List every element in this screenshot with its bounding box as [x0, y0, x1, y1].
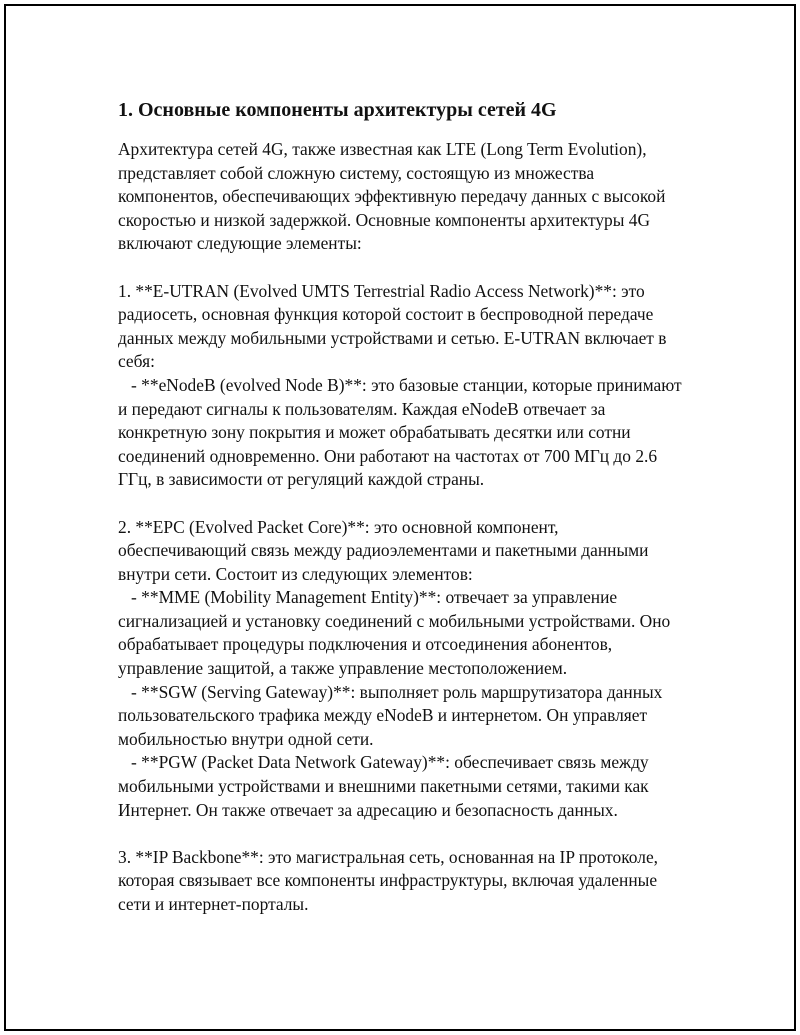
epc-paragraph: 2. **EPC (Evolved Packet Core)**: это основной компонент, обеспечивающий связь между радиоэлементами и пакетными данными внутри сети. Состоит из следующих элементов: - **MME (Mobility Management Entity)**: отвечает за управление сигнализацией и установку соединений с мобильными устройствами. Оно обрабатывает процедуры подключения и отсоединения абонентов, управление защитой, а также управление местоположением. - **SGW (Serving Gateway)**: выполняет роль маршрутизатора данных пользовательского трафика между eNodeB и интернетом. Он управляет мобильностью внутри одной сети. - **PGW (Packet Data Network Gateway)**: обеспечивает связь между мобильными устройствами и внешними пакетными сетями, такими как Интернет. Он также отвечает за адресацию и безопасность данных. [118, 516, 671, 820]
intro-paragraph: Архитектура сетей 4G, также известная как LTE (Long Term Evolution), представляет собой сложную систему, состоящую из множества компонентов, обеспечивающих эффективную передачу данных с высокой скоростью и низкой задержкой. Основные компоненты архитектуры 4G включают следующие элементы: [118, 139, 670, 254]
paragraph-gap [118, 822, 690, 846]
document-page [4, 4, 796, 1031]
document-body [118, 94, 690, 917]
paragraph-gap [118, 256, 690, 280]
e-utran-paragraph: 1. **E-UTRAN (Evolved UMTS Terrestrial Radio Access Network)**: это радиосеть, основная функция которой состоит в беспроводной передаче данных между мобильными устройствами и сетью. E-UTRAN включает в себя: - **eNodeB (evolved Node B)**: это базовые станции, которые принимают и передают сигналы к пользователям. Каждая eNodeB отвечает за конкретную зону покрытия и может обрабатывать десятки или сотни соединений одновременно. Они работают на частотах от 700 МГц до 2.6 ГГц, в зависимости от регуляций каждой страны. [118, 280, 682, 490]
section-heading: 1. Основные компоненты архитектуры сетей 4G [118, 99, 557, 121]
paragraph-gap [118, 492, 690, 516]
ip-backbone-paragraph: 3. **IP Backbone**: это магистральная сеть, основанная на IP протоколе, которая связывает все компоненты инфраструктуры, включая удаленные сети и интернет-порталы. [118, 846, 663, 914]
